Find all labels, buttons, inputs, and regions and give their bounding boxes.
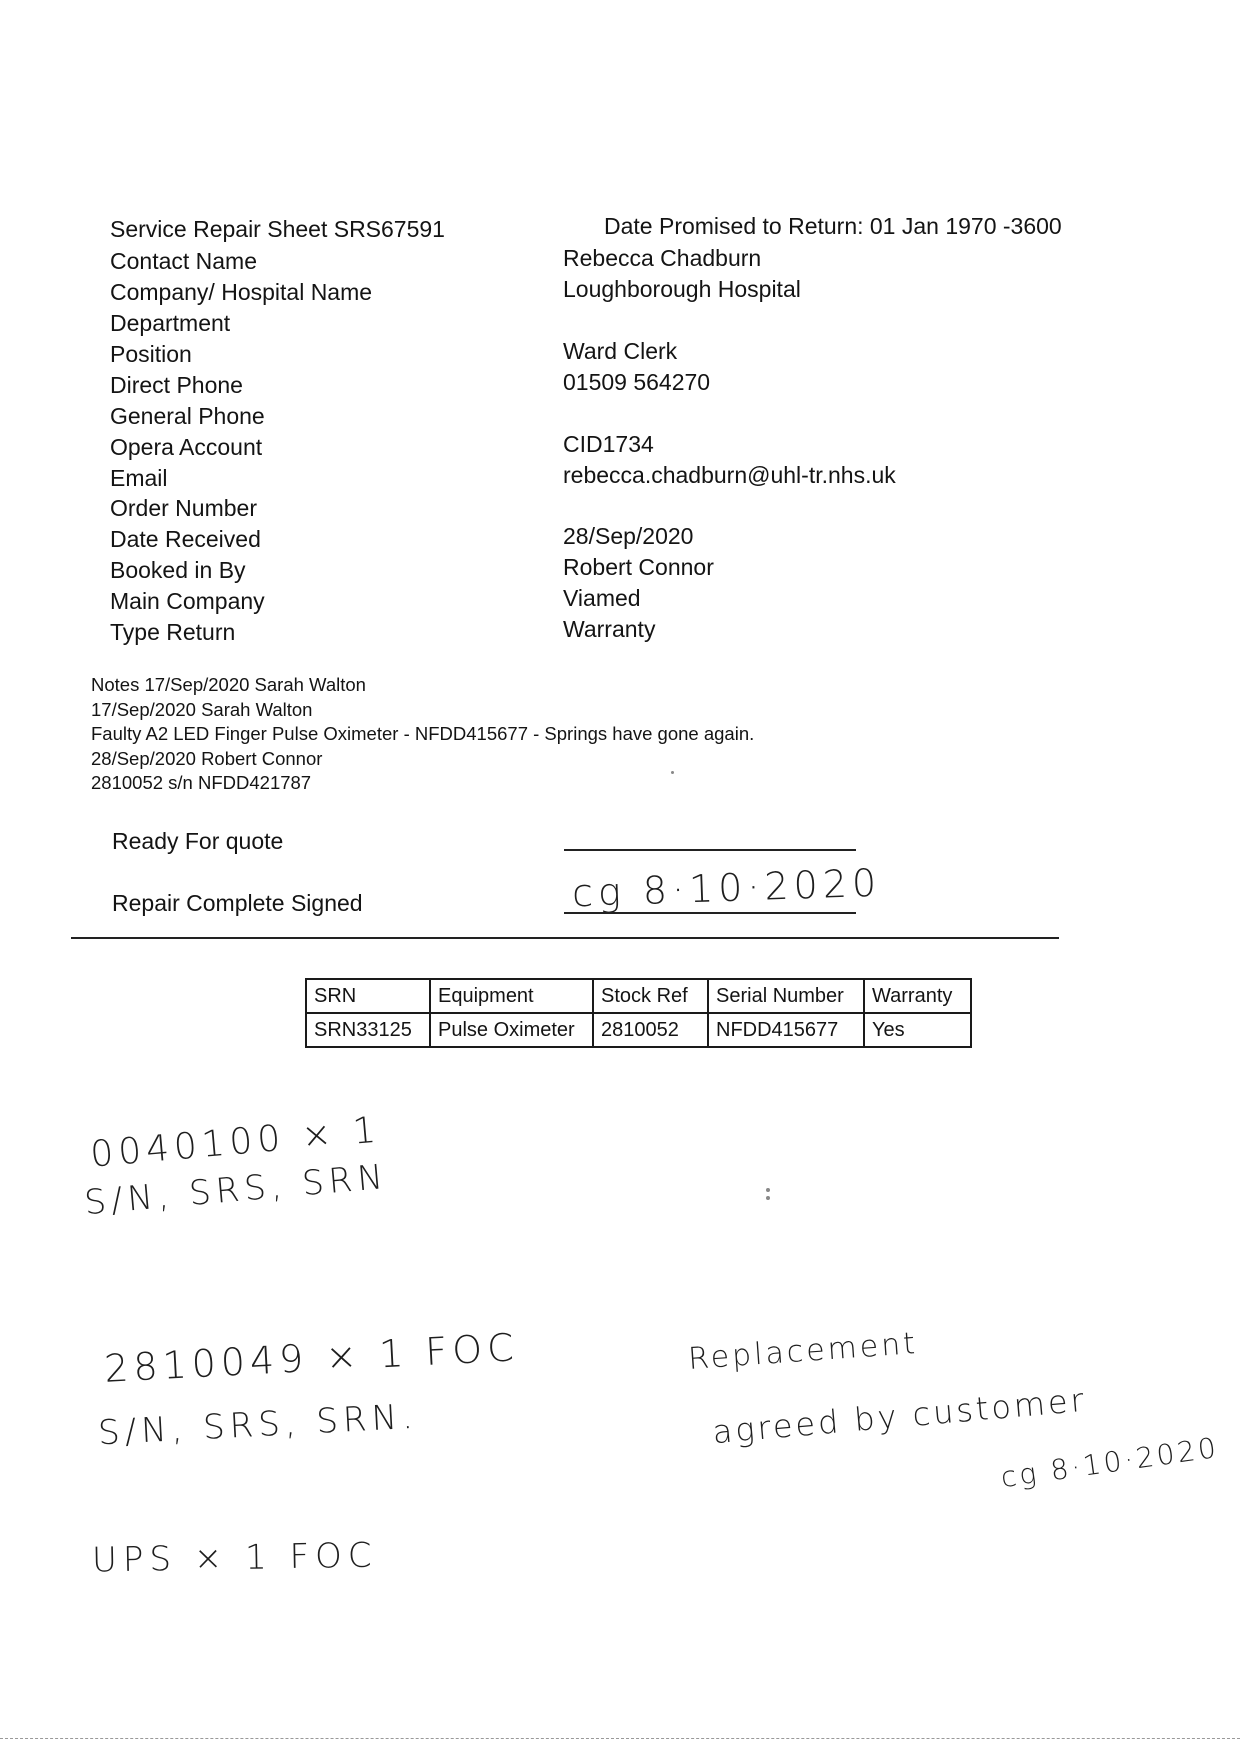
value-type-return: Warranty	[563, 616, 656, 642]
header-equipment: Equipment	[430, 979, 593, 1013]
value-opera-account: CID1734	[563, 431, 654, 457]
label-booked-in-by: Booked in By	[110, 557, 246, 583]
value-position: Ward Clerk	[563, 338, 678, 364]
repair-complete-signature: cg 8·10·2020	[571, 860, 882, 916]
value-direct-phone: 01509 564270	[563, 369, 711, 395]
header-warranty: Warranty	[864, 979, 971, 1013]
handwritten-note-initials: cg 8·10·2020	[998, 1430, 1221, 1495]
value-email: rebecca.chadburn@uhl-tr.nhs.uk	[563, 462, 896, 488]
sheet-title: Service Repair Sheet SRS67591	[110, 216, 445, 242]
header-srn: SRN	[306, 979, 430, 1013]
cell-srn: SRN33125	[306, 1013, 430, 1047]
header-stock-ref: Stock Ref	[593, 979, 708, 1013]
notes-block	[91, 673, 754, 796]
value-contact-name: Rebecca Chadburn	[563, 245, 762, 271]
handwritten-part-2-refs: S/N, SRS, SRN.	[97, 1396, 419, 1454]
scan-bottom-edge	[0, 1738, 1240, 1739]
repair-complete-line	[564, 912, 856, 914]
handwritten-part-2: 2810049 × 1 FOC	[103, 1325, 520, 1391]
label-email: Email	[110, 465, 168, 491]
equipment-table	[305, 978, 972, 1048]
note-line: 28/Sep/2020 Robert Connor	[91, 747, 323, 769]
note-line: Notes 17/Sep/2020 Sarah Walton	[91, 674, 366, 695]
label-main-company: Main Company	[110, 588, 265, 614]
handwritten-replacement-note: Replacement	[687, 1326, 920, 1377]
label-department: Department	[110, 310, 231, 336]
table-row	[306, 1013, 971, 1047]
cell-stock-ref: 2810052	[593, 1013, 708, 1047]
label-contact-name: Contact Name	[110, 248, 258, 274]
scan-speck	[766, 1188, 770, 1192]
ready-for-quote-label: Ready For quote	[112, 828, 284, 854]
handwritten-part-3: UPS × 1 FOC	[91, 1535, 378, 1581]
label-opera-account: Opera Account	[110, 434, 263, 460]
label-position: Position	[110, 341, 192, 367]
table-header-row	[306, 979, 971, 1013]
label-general-phone: General Phone	[110, 403, 265, 429]
value-company: Loughborough Hospital	[563, 276, 801, 302]
label-direct-phone: Direct Phone	[110, 372, 243, 398]
note-line: 2810052 s/n NFDD421787	[91, 772, 312, 793]
ready-for-quote-line	[564, 849, 856, 851]
handwritten-part-1: 0040100 × 1	[88, 1109, 383, 1176]
handwritten-part-1-refs: S/N, SRS, SRN	[82, 1156, 390, 1224]
cell-serial-number: NFDD415677	[708, 1013, 864, 1047]
note-line: 17/Sep/2020 Sarah Walton	[91, 698, 313, 720]
scan-speck	[671, 771, 674, 774]
label-date-received: Date Received	[110, 526, 261, 552]
note-line: Faulty A2 LED Finger Pulse Oximeter - NFDD415677 - Springs have gone again.	[91, 723, 755, 744]
value-date-received: 28/Sep/2020	[563, 523, 694, 549]
cell-warranty: Yes	[864, 1013, 971, 1047]
promised-return-date: Date Promised to Return: 01 Jan 1970 -3600	[604, 213, 1062, 239]
scan-speck	[766, 1196, 770, 1200]
label-order-number: Order Number	[110, 495, 257, 521]
label-type-return: Type Return	[110, 619, 236, 645]
header-serial-number: Serial Number	[708, 979, 864, 1013]
repair-complete-label: Repair Complete Signed	[112, 890, 363, 916]
cell-equipment: Pulse Oximeter	[430, 1013, 593, 1047]
section-divider	[71, 937, 1059, 939]
handwritten-agreed-note: agreed by customer	[711, 1380, 1089, 1452]
value-booked-in-by: Robert Connor	[563, 554, 714, 580]
label-company: Company/ Hospital Name	[110, 279, 373, 305]
value-main-company: Viamed	[563, 585, 641, 611]
